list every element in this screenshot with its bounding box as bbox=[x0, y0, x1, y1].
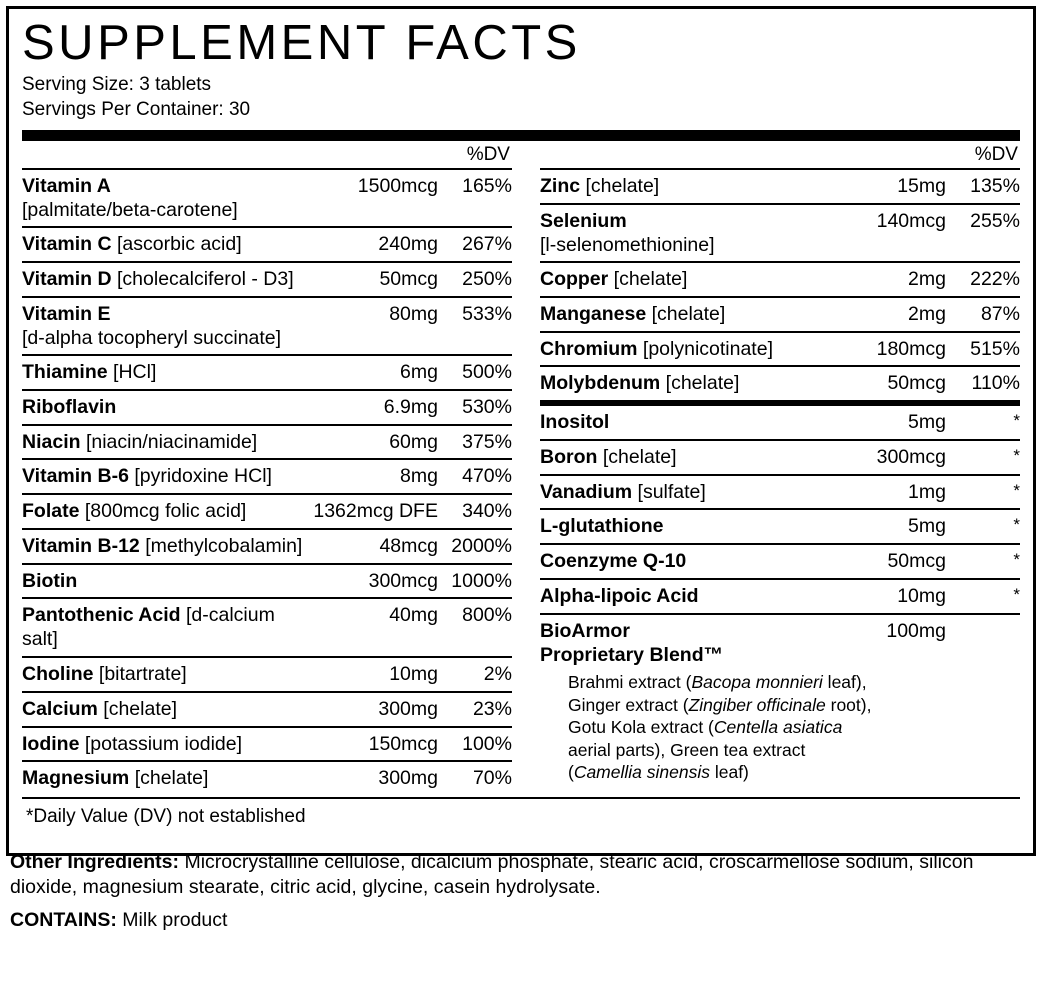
nutrient-dv: 100% bbox=[438, 727, 512, 762]
nutrient-source: [d-calcium salt] bbox=[22, 604, 275, 651]
nutrient-dv: 87% bbox=[946, 297, 1020, 332]
nutrient-name: Vitamin B-12 bbox=[22, 534, 140, 557]
table-row bbox=[540, 544, 1020, 579]
nutrient-dv: * bbox=[946, 440, 1020, 475]
nutrient-amount: 1500mcg bbox=[313, 170, 438, 227]
nutrient-amount: 48mcg bbox=[313, 529, 438, 564]
nutrient-amount: 15mg bbox=[877, 170, 946, 204]
table-row bbox=[540, 440, 1020, 475]
nutrient-amount: 5mg bbox=[877, 509, 946, 544]
nutrient-source: [chelate] bbox=[103, 697, 177, 720]
nutrient-name: Riboflavin bbox=[22, 395, 117, 418]
servings-per-container: Servings Per Container: 30 bbox=[22, 98, 251, 120]
nutrient-dv: 800% bbox=[438, 598, 512, 657]
nutrient-name: Calcium bbox=[22, 697, 98, 720]
nutrient-amount: 300mg bbox=[378, 767, 438, 790]
nutrient-source: [cholecalciferol - D3] bbox=[117, 268, 294, 291]
nutrient-dv: 110% bbox=[946, 366, 1020, 403]
left-column bbox=[22, 144, 526, 795]
nutrient-amount: 140mcg bbox=[877, 204, 946, 262]
nutrient-dv: 340% bbox=[438, 494, 512, 529]
nutrient-name: Niacin bbox=[22, 430, 81, 453]
nutrient-name: Vitamin B-6 bbox=[22, 465, 129, 488]
nutrient-name: Chromium bbox=[539, 337, 638, 360]
nutrient-amount: 50mcg bbox=[877, 544, 946, 579]
blend-name: BioArmor Proprietary Blend™ bbox=[539, 619, 724, 666]
contains-text: Milk product bbox=[116, 908, 228, 931]
nutrient-amount: 2mg bbox=[877, 297, 946, 332]
nutrient-amount: 6.9mg bbox=[313, 390, 438, 425]
table-row bbox=[22, 459, 512, 494]
nutrient-name: Molybdenum bbox=[539, 372, 661, 395]
nutrient-name: Inositol bbox=[539, 411, 610, 434]
other-ingredients-text: Microcrystalline cellulose, dicalcium phosphate, stearic acid, croscarmellose sodium, silicon dioxide, magnesium stearate, citric acid, glycine, casein hydrolysate. bbox=[10, 851, 974, 899]
nutrient-amount: 5mg bbox=[877, 403, 946, 440]
nutrient-dv: * bbox=[946, 475, 1020, 510]
header-divider bbox=[22, 130, 1020, 141]
nutrient-amount: 50mcg bbox=[877, 366, 946, 403]
nutrient-amount: 300mcg bbox=[877, 440, 946, 475]
right-nutrient-table bbox=[540, 170, 1020, 789]
nutrient-amount: 180mcg bbox=[877, 332, 946, 367]
nutrient-source: [niacin/niacinamide] bbox=[85, 430, 258, 453]
nutrient-dv: 2000% bbox=[438, 529, 512, 564]
table-row bbox=[22, 727, 512, 762]
table-row bbox=[22, 170, 512, 227]
nutrient-source: [palmitate/beta-carotene] bbox=[22, 198, 238, 221]
dv-footnote: *Daily Value (DV) not established bbox=[26, 806, 306, 828]
nutrient-name: Biotin bbox=[22, 569, 78, 592]
nutrient-name: Alpha-lipoic Acid bbox=[539, 585, 699, 608]
nutrient-dv: 250% bbox=[438, 262, 512, 297]
nutrient-source: [chelate] bbox=[665, 372, 740, 395]
nutrient-source: [potassium iodide] bbox=[84, 732, 243, 755]
nutrient-source: [polynicotinate] bbox=[642, 337, 773, 360]
nutrient-dv: 23% bbox=[438, 692, 512, 727]
table-row bbox=[540, 509, 1020, 544]
nutrient-dv: 222% bbox=[946, 262, 1020, 297]
table-row bbox=[22, 598, 512, 657]
nutrient-name: Thiamine bbox=[22, 360, 108, 383]
table-row bbox=[22, 227, 512, 262]
nutrient-amount: 2mg bbox=[877, 262, 946, 297]
nutrient-name: Vitamin E bbox=[22, 302, 111, 325]
nutrient-dv: * bbox=[946, 544, 1020, 579]
nutrient-source: [800mcg folic acid] bbox=[84, 500, 247, 523]
table-row bbox=[22, 425, 512, 460]
table-row bbox=[22, 390, 512, 425]
nutrient-dv: 70% bbox=[472, 767, 512, 790]
nutrient-dv: 530% bbox=[438, 390, 512, 425]
nutrient-amount: 8mg bbox=[313, 459, 438, 494]
nutrient-name: L-glutathione bbox=[539, 515, 664, 538]
table-row bbox=[540, 403, 1020, 440]
nutrient-source: [ascorbic acid] bbox=[117, 233, 242, 256]
table-row bbox=[22, 494, 512, 529]
nutrient-source: [sulfate] bbox=[637, 480, 706, 503]
table-row bbox=[22, 692, 512, 727]
table-row bbox=[22, 355, 512, 390]
table-row bbox=[540, 297, 1020, 332]
dv-header-right: %DV bbox=[974, 144, 1018, 166]
dv-header-left: %DV bbox=[466, 144, 510, 166]
nutrient-source: [d-alpha tocopheryl succinate] bbox=[22, 326, 282, 349]
contains-label: CONTAINS: bbox=[10, 908, 117, 931]
nutrient-source: [methylcobalamin] bbox=[145, 534, 303, 557]
nutrient-dv: 533% bbox=[438, 297, 512, 355]
facts-columns bbox=[22, 144, 1020, 795]
nutrient-dv: * bbox=[946, 509, 1020, 544]
nutrient-amount: 150mcg bbox=[313, 727, 438, 762]
blend-dv bbox=[946, 614, 1020, 790]
nutrient-name: Magnesium bbox=[22, 767, 130, 790]
nutrient-dv: 470% bbox=[438, 459, 512, 494]
nutrient-amount: 10mg bbox=[877, 579, 946, 614]
nutrient-dv: 375% bbox=[438, 425, 512, 460]
serving-size: Serving Size: 3 tablets bbox=[22, 74, 212, 96]
nutrient-amount: 240mg bbox=[313, 227, 438, 262]
table-row bbox=[540, 204, 1020, 262]
nutrient-source: [l-selenomethionine] bbox=[539, 233, 715, 256]
nutrient-name: Iodine bbox=[22, 732, 80, 755]
nutrient-dv: 1000% bbox=[438, 564, 512, 599]
table-row bbox=[540, 332, 1020, 367]
blend-amount: 100mg bbox=[886, 619, 946, 642]
nutrient-amount: 40mg bbox=[313, 598, 438, 657]
nutrient-source: [chelate] bbox=[602, 445, 677, 468]
table-row bbox=[540, 579, 1020, 614]
table-row bbox=[22, 761, 512, 795]
nutrient-amount: 6mg bbox=[313, 355, 438, 390]
nutrient-amount: 300mg bbox=[313, 692, 438, 727]
nutrient-amount: 300mcg bbox=[313, 564, 438, 599]
page-title: SUPPLEMENT FACTS bbox=[22, 16, 581, 70]
left-nutrient-table bbox=[22, 170, 512, 795]
nutrient-dv: 165% bbox=[438, 170, 512, 227]
table-row bbox=[540, 170, 1020, 204]
nutrient-name: Manganese bbox=[539, 302, 647, 325]
nutrient-name: Vitamin D bbox=[22, 268, 112, 291]
nutrient-amount: 1362mcg DFE bbox=[313, 494, 438, 529]
nutrient-amount: 1mg bbox=[877, 475, 946, 510]
nutrient-dv: 135% bbox=[946, 170, 1020, 204]
nutrient-name: Selenium bbox=[539, 209, 627, 232]
nutrient-name: Pantothenic Acid bbox=[22, 604, 181, 627]
table-row bbox=[22, 657, 512, 692]
table-row bbox=[22, 564, 512, 599]
table-row bbox=[540, 475, 1020, 510]
nutrient-dv: 515% bbox=[946, 332, 1020, 367]
nutrient-dv: 255% bbox=[946, 204, 1020, 262]
nutrient-name: Vitamin C bbox=[22, 233, 112, 256]
nutrient-name: Folate bbox=[22, 500, 80, 523]
table-row bbox=[540, 366, 1020, 403]
nutrient-source: [chelate] bbox=[585, 175, 660, 198]
table-row bbox=[540, 262, 1020, 297]
nutrient-name: Vitamin A bbox=[22, 175, 111, 198]
nutrient-source: [chelate] bbox=[651, 302, 726, 325]
nutrient-name: Choline bbox=[22, 663, 94, 685]
nutrient-name: Coenzyme Q-10 bbox=[539, 550, 687, 573]
nutrient-dv: 2% bbox=[438, 657, 512, 692]
contains-statement bbox=[0, 907, 1042, 940]
nutrient-source: [chelate] bbox=[134, 767, 209, 790]
nutrient-name: Boron bbox=[539, 445, 598, 468]
other-ingredients-label: Other Ingredients: bbox=[10, 851, 180, 874]
nutrient-amount: 80mg bbox=[313, 297, 438, 355]
other-ingredients bbox=[0, 838, 1042, 907]
table-row bbox=[22, 297, 512, 355]
table-row bbox=[22, 262, 512, 297]
nutrient-dv: 500% bbox=[438, 355, 512, 390]
nutrient-dv: 267% bbox=[438, 227, 512, 262]
nutrient-amount: 10mg bbox=[313, 657, 438, 692]
nutrient-source: [chelate] bbox=[613, 268, 688, 291]
right-column bbox=[526, 144, 1020, 795]
nutrient-name: Zinc bbox=[539, 175, 581, 198]
nutrient-name: Vanadium bbox=[539, 480, 633, 503]
nutrient-dv: * bbox=[946, 579, 1020, 614]
blend-description: Brahmi extract (Bacopa monnieri leaf), Ginger extract (Zingiber officinale root), Gotu Kola extract (Centella asiatica aerial parts), Green tea extract (Camellia sinensis leaf) bbox=[567, 672, 872, 782]
nutrient-dv: * bbox=[946, 403, 1020, 440]
nutrient-name: Copper bbox=[539, 268, 609, 291]
nutrient-amount: 50mcg bbox=[313, 262, 438, 297]
nutrient-source: [pyridoxine HCl] bbox=[134, 465, 272, 488]
nutrient-amount: 60mg bbox=[313, 425, 438, 460]
nutrient-source: [HCl] bbox=[113, 360, 157, 383]
table-row bbox=[540, 614, 1020, 790]
table-row bbox=[22, 529, 512, 564]
nutrient-source: [bitartrate] bbox=[98, 663, 187, 685]
